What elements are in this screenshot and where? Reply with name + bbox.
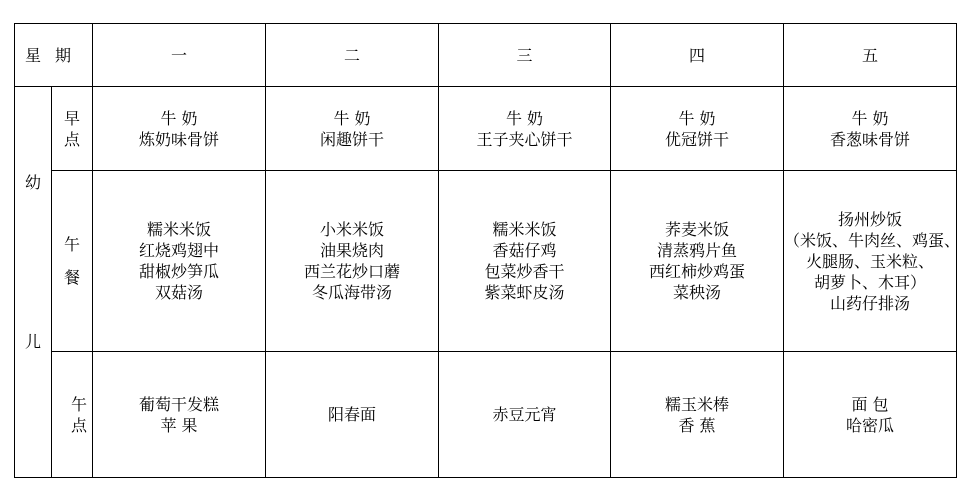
day-header-wed: 三: [439, 24, 611, 87]
day-header-fri: 五: [784, 24, 957, 87]
weekday-header-label: 星期: [15, 24, 93, 87]
header-row: [15, 24, 957, 87]
weekly-menu-table: [14, 23, 961, 478]
menu-cell: 荞麦米饭 清蒸鸦片鱼 西红柿炒鸡蛋 菜秧汤: [611, 171, 784, 352]
meal-label-breakfast: 早 点: [52, 87, 93, 171]
menu-cell: 赤豆元宵: [439, 352, 611, 478]
menu-cell: 牛 奶 香葱味骨饼: [784, 87, 957, 171]
menu-cell: 葡萄干发糕 苹 果: [93, 352, 266, 478]
menu-row-breakfast: [15, 87, 957, 171]
group-label-kindergarten: [15, 87, 52, 478]
menu-row-snack: [15, 352, 957, 478]
meal-label-snack: 午 点: [52, 352, 93, 478]
menu-cell: 糯玉米棒 香 蕉: [611, 352, 784, 478]
day-header-mon: 一: [93, 24, 266, 87]
meal-label-lunch: 午 餐: [52, 171, 93, 352]
menu-cell: 面 包 哈密瓜: [784, 352, 957, 478]
group-label-top: 幼: [24, 173, 41, 192]
day-header-thu: 四: [611, 24, 784, 87]
menu-cell: 糯米米饭 香菇仔鸡 包菜炒香干 紫菜虾皮汤: [439, 171, 611, 352]
menu-row-lunch: [15, 171, 957, 352]
menu-cell: 扬州炒饭 （米饭、牛肉丝、鸡蛋、 火腿肠、玉米粒、 胡萝卜、木耳） 山药仔排汤: [784, 171, 957, 352]
menu-cell: 糯米米饭 红烧鸡翅中 甜椒炒笋瓜 双菇汤: [93, 171, 266, 352]
menu-cell: 小米米饭 油果烧肉 西兰花炒口蘑 冬瓜海带汤: [266, 171, 439, 352]
day-header-tue: 二: [266, 24, 439, 87]
menu-cell: 阳春面: [266, 352, 439, 478]
group-label-bottom: 儿: [24, 332, 41, 351]
menu-cell: 牛 奶 炼奶味骨饼: [93, 87, 266, 171]
menu-cell: 牛 奶 闲趣饼干: [266, 87, 439, 171]
menu-cell: 牛 奶 优冠饼干: [611, 87, 784, 171]
menu-cell: 牛 奶 王子夹心饼干: [439, 87, 611, 171]
